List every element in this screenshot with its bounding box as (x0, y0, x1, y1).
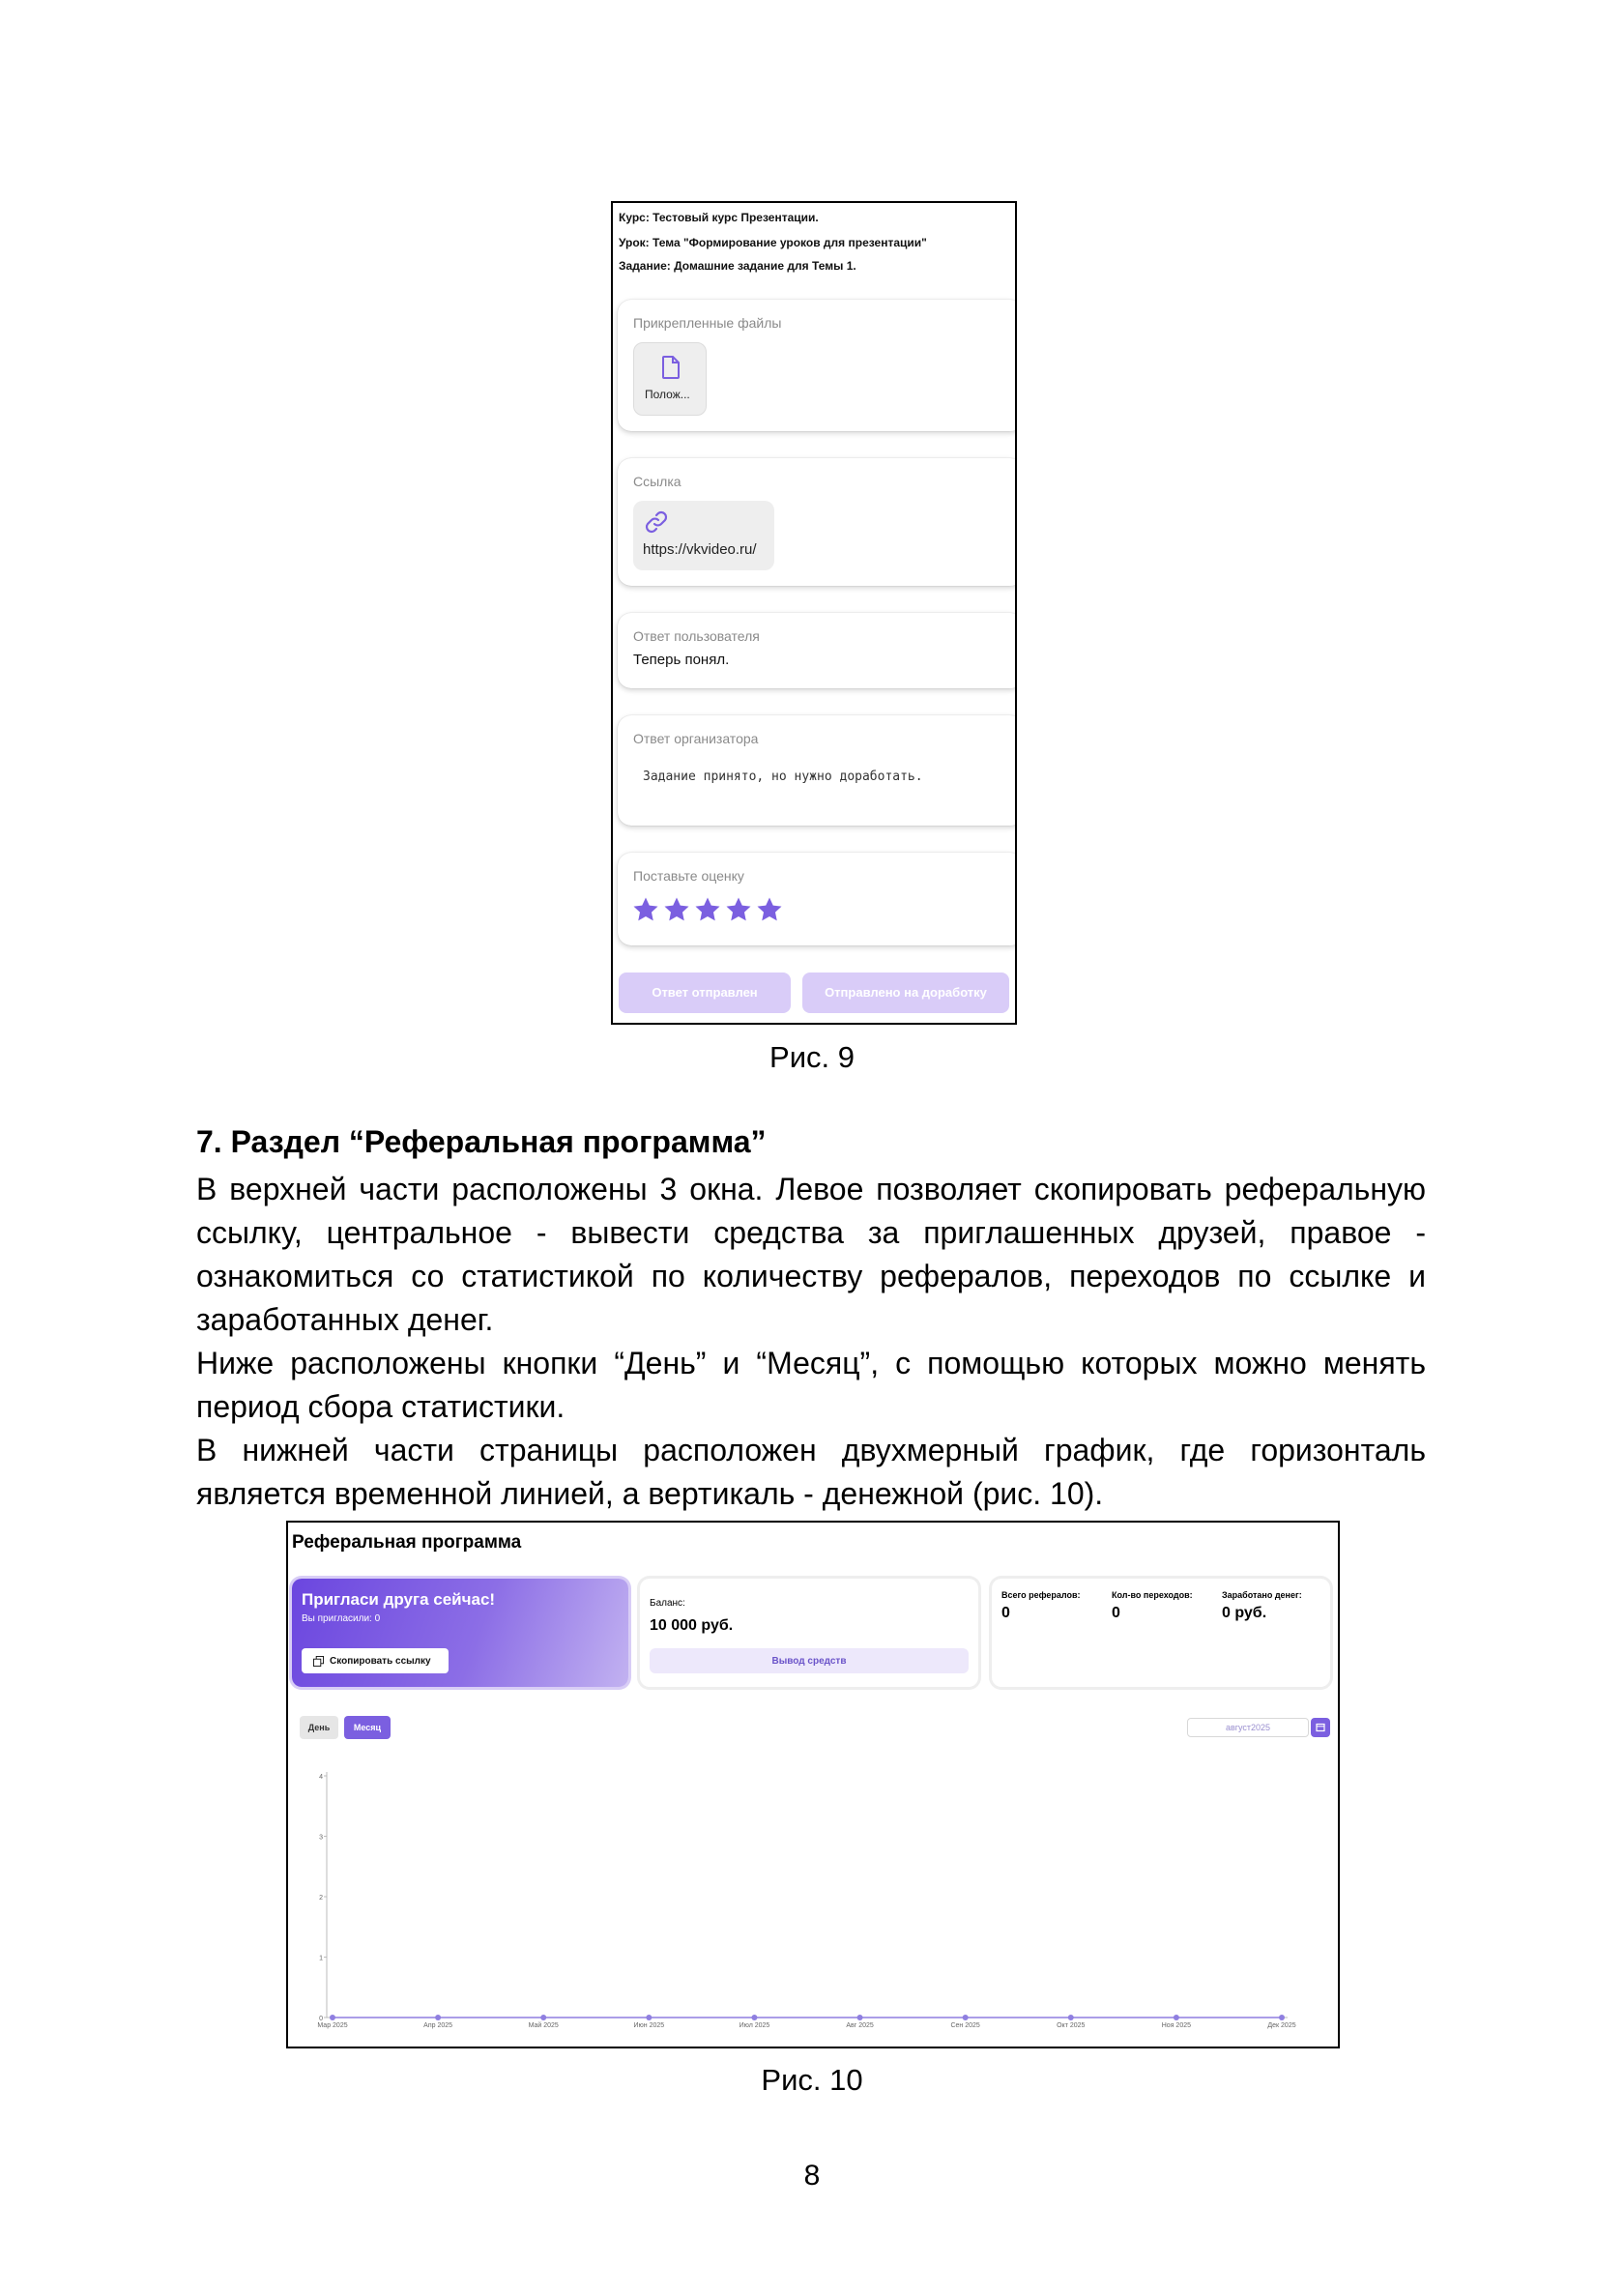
period-day-button[interactable]: День (300, 1716, 338, 1739)
rating-stars[interactable] (631, 895, 784, 924)
y-tick-label: 4 (319, 1774, 323, 1781)
user-answer-text: Теперь понял. (633, 652, 730, 668)
period-month-button[interactable]: Месяц (344, 1716, 391, 1739)
rating-card (618, 853, 1017, 945)
y-tick-label: 2 (319, 1895, 323, 1902)
organizer-answer-card (618, 715, 1017, 826)
x-tick-label: Окт 2025 (1057, 2022, 1086, 2029)
sent-for-revision-button[interactable]: Отправлено на доработку (802, 973, 1009, 1013)
x-tick-label: Авг 2025 (846, 2022, 874, 2029)
stat-label: Всего рефералов: (1001, 1590, 1081, 1600)
file-tile[interactable] (633, 342, 707, 416)
stat-value: 0 (1112, 1605, 1120, 1621)
rating-label: Поставьте оценку (633, 868, 744, 884)
star-icon[interactable] (662, 895, 691, 924)
data-point (1279, 2015, 1285, 2020)
balance-label: Баланс: (650, 1598, 685, 1609)
link-url: https://vkvideo.ru/ (643, 541, 757, 558)
attached-files-label: Прикрепленные файлы (633, 315, 782, 331)
x-tick-label: Дек 2025 (1267, 2022, 1296, 2029)
star-icon[interactable] (724, 895, 753, 924)
copy-link-label: Скопировать ссылку (330, 1655, 431, 1667)
lesson-line: Урок: Тема "Формирование уроков для презентации" (619, 236, 927, 249)
invite-title: Пригласи друга сейчас! (302, 1590, 496, 1609)
organizer-answer-text: Задание принято, но нужно доработать. (643, 770, 923, 784)
stat-value: 0 руб. (1222, 1605, 1267, 1621)
paragraph-1: В верхней части расположены 3 окна. Левое позволяет скопировать реферальную ссылку, центральное - вывести средства за приглашенных друзей, правое - ознакомиться со статистикой по количеству рефералов, переходов по ссылке и заработанных денег. (196, 1172, 1426, 1337)
figure-10-caption: Рис. 10 (761, 2063, 863, 2097)
page-title: Реферальная программа (292, 1532, 522, 1553)
invited-count: Вы пригласили: 0 (302, 1613, 381, 1624)
y-tick-label: 3 (319, 1834, 323, 1842)
y-tick-label: 0 (319, 2016, 323, 2022)
x-tick-label: Мар 2025 (317, 2022, 348, 2029)
file-name: Полож... (645, 388, 690, 401)
stat-label: Кол-во переходов: (1112, 1590, 1193, 1600)
section-heading: 7. Раздел “Реферальная программа” (196, 1124, 767, 1159)
data-point (751, 2015, 757, 2020)
data-point (646, 2015, 652, 2020)
data-point (540, 2015, 546, 2020)
answer-sent-button[interactable]: Ответ отправлен (619, 973, 791, 1013)
stat-label: Заработано денег: (1222, 1590, 1302, 1600)
paragraph-3: В нижней части страницы расположен двухмерный график, где горизонталь является временной линией, а вертикаль - денежной (рис. 10). (196, 1433, 1426, 1511)
link-icon (643, 508, 670, 536)
data-point (1068, 2015, 1074, 2020)
course-line: Курс: Тестовый курс Презентации. (619, 211, 819, 224)
figure-9-screenshot (611, 201, 1017, 1025)
link-card (618, 458, 1017, 586)
x-tick-label: Май 2025 (528, 2022, 559, 2029)
paragraph-2: Ниже расположены кнопки “День” и “Месяц”, с помощью которых можно менять период сбора статистики. (196, 1346, 1426, 1424)
x-tick-label: Ноя 2025 (1161, 2022, 1192, 2029)
organizer-answer-label: Ответ организатора (633, 731, 759, 746)
withdraw-button[interactable]: Вывод средств (650, 1648, 969, 1673)
attached-files-card (618, 300, 1017, 431)
data-point (1174, 2015, 1179, 2020)
star-icon[interactable] (631, 895, 660, 924)
balance-value: 10 000 руб. (650, 1617, 734, 1634)
x-tick-label: Апр 2025 (423, 2022, 453, 2029)
data-point (435, 2015, 441, 2020)
file-icon (659, 355, 682, 380)
y-tick-label: 1 (319, 1955, 323, 1962)
star-icon[interactable] (755, 895, 784, 924)
data-point (330, 2015, 335, 2020)
figure-10-screenshot (286, 1521, 1340, 2048)
referral-chart (288, 1523, 1338, 2047)
x-tick-label: Июн 2025 (633, 2022, 665, 2029)
assignment-line: Задание: Домашние задание для Темы 1. (619, 259, 856, 273)
x-tick-label: Сен 2025 (950, 2022, 980, 2029)
data-point (963, 2015, 969, 2020)
figure-9-caption: Рис. 9 (769, 1040, 855, 1074)
page-number: 8 (803, 2160, 821, 2192)
star-icon[interactable] (693, 895, 722, 924)
link-tile[interactable] (633, 501, 774, 570)
data-point (857, 2015, 863, 2020)
user-answer-label: Ответ пользователя (633, 628, 760, 644)
link-label: Ссылка (633, 474, 682, 489)
user-answer-card (618, 613, 1017, 688)
stat-value: 0 (1001, 1605, 1010, 1621)
month-picker-input[interactable]: август2025 (1187, 1718, 1309, 1737)
x-tick-label: Июл 2025 (739, 2022, 770, 2029)
